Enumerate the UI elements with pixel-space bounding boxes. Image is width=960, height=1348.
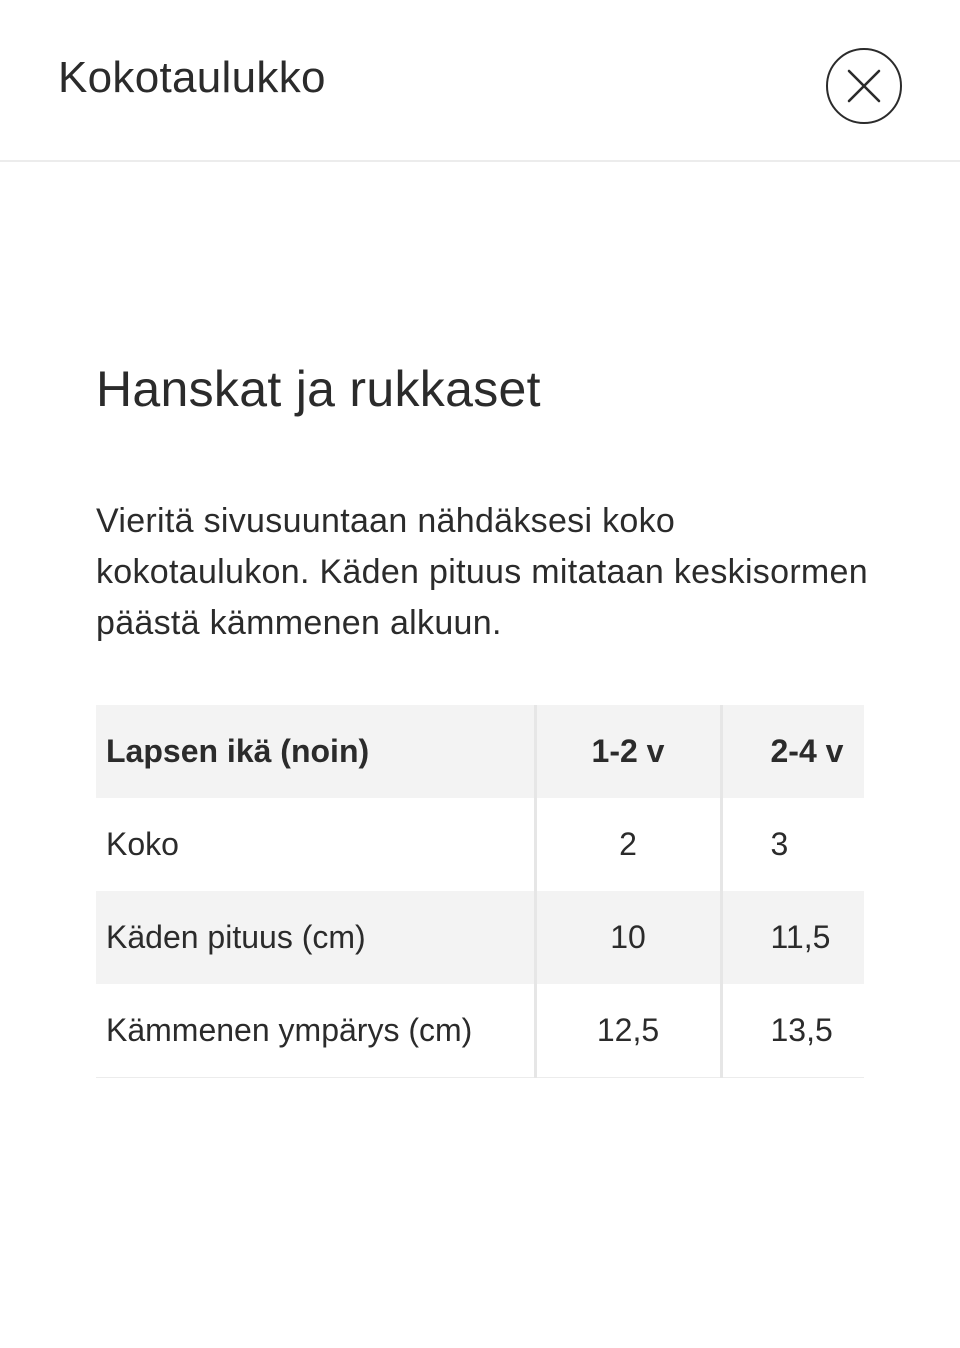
table-cell: 12,5	[535, 984, 721, 1077]
table-header-cell: 1-2 v	[535, 705, 721, 798]
close-icon	[847, 69, 881, 103]
table-cell: 13,5	[721, 984, 864, 1077]
table-row	[96, 798, 864, 891]
table-cell: 3	[770, 826, 789, 862]
size-table-scroll-container[interactable]	[96, 705, 864, 1078]
table-cell: 11,5	[721, 891, 864, 984]
modal-title: Kokotaulukko	[58, 53, 326, 102]
table-row-label: Kämmenen ympärys (cm)	[96, 984, 535, 1077]
table-cell: 10	[535, 891, 721, 984]
size-table	[96, 705, 864, 1078]
table-header-cell: 2-4 v	[721, 705, 864, 798]
table-row	[96, 984, 864, 1077]
modal-header	[0, 0, 960, 162]
table-header-cell: Lapsen ikä (noin)	[96, 705, 535, 798]
table-row-label: Koko	[96, 798, 535, 891]
table-header-row	[96, 705, 864, 798]
close-button[interactable]	[826, 48, 902, 124]
table-row	[96, 891, 864, 984]
table-row-label: Käden pituus (cm)	[96, 891, 535, 984]
description-text: Vieritä sivusuuntaan nähdäksesi koko kokotaulukon. Käden pituus mitataan keskisormen päästä kämmenen alkuun.	[96, 502, 868, 642]
table-cell: 2	[535, 798, 721, 891]
section-title: Hanskat ja rukkaset	[96, 361, 541, 417]
